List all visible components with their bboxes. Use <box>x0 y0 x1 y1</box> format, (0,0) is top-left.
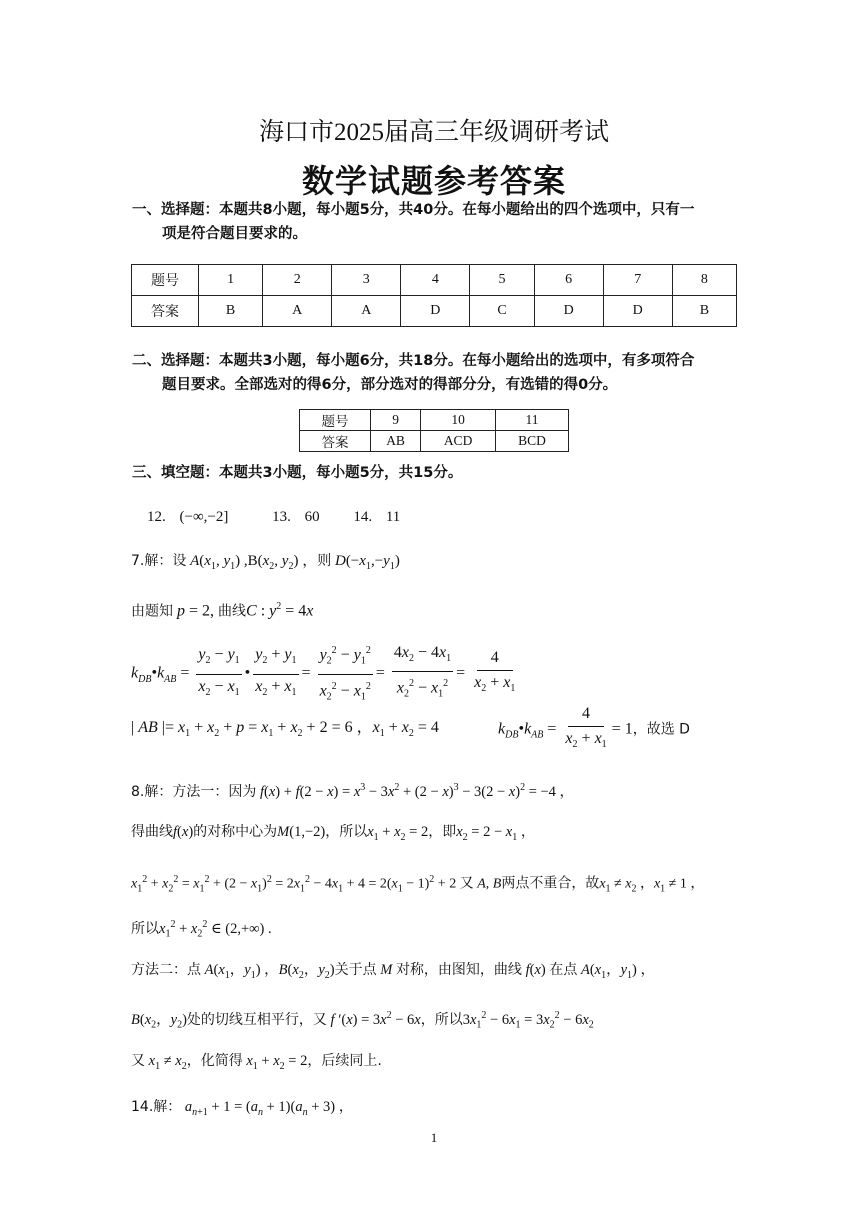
table-cell: A <box>263 296 332 327</box>
fill-answers <box>147 506 400 528</box>
section2-line2: 题目要求。全部选对的得6分，部分选对的得部分分，有选错的得0分。 <box>162 377 618 393</box>
table-row <box>132 296 737 327</box>
table-cell: 10 <box>421 410 496 431</box>
table-cell: BCD <box>496 431 569 452</box>
table-cell: 11 <box>496 410 569 431</box>
table-cell: 8 <box>672 265 736 296</box>
table-cell: A <box>332 296 401 327</box>
table-cell: D <box>401 296 470 327</box>
table-cell: 1 <box>199 265 263 296</box>
answer-number: 12. <box>147 509 166 525</box>
table-cell: 3 <box>332 265 401 296</box>
table-cell: C <box>470 296 534 327</box>
table-cell: 2 <box>263 265 332 296</box>
answer-value: 60 <box>304 509 320 525</box>
section3-heading: 三、填空题：本题共3小题，每小题5分，共15分。 <box>132 465 463 481</box>
q8-method2-line1: 方法二：点 $A(x_1$，$y_1$) ，$B(x_2$，$y_2$)关于点 M 对称，由图知，曲线 f(x) 在点 $A(x_1$，$y_1$) ， <box>131 962 656 981</box>
q7-slope-equation: $k_{DB}•k_{AB}$ = $\frac{y_2 - y_1}{x_2 - x_1}$ • $\frac{y_2 + y_1}{x_2 + x_1}$ = $\frac{y_2^2 - y_1^2}{x_2^2 - x_1^2}$ = $\frac{4x_2 - 4x_1}{x_2^2 - x_1^2}$ = $\frac{4}{x_2 + x_1}$ <box>131 641 520 707</box>
answer-value: 11 <box>385 509 401 525</box>
table-cell: 7 <box>603 265 672 296</box>
table-cell: ACD <box>421 431 496 452</box>
q8-line1: 8.解：方法一：因为 $f(x) + f(2 - x) = x^3 - 3x^2 + (2 - x)^3 - 3(2 - x)^2 = -4$ ， <box>131 782 575 800</box>
table-header-cell: 题号 <box>300 410 371 431</box>
table-cell: D <box>603 296 672 327</box>
table-cell: D <box>534 296 603 327</box>
table-row <box>132 265 737 296</box>
q7-line4: | AB |= $x_1 + x_2 + p = x_1 + x_2 + 2 = 6$ ，$x_1 + x_2 = 4$ <box>131 719 439 740</box>
answer-table-1 <box>131 264 737 327</box>
table-cell: 9 <box>371 410 421 431</box>
table-header-cell: 答案 <box>132 296 199 327</box>
q8-line2: 得曲线f(x)的对称中心为M(1,−2)，所以$x_1 + x_2 = 2$，即$x_2 = 2 - x_1$ ， <box>131 824 536 843</box>
section1-line1: 一、选择题：本题共8小题，每小题5分，共40分。在每小题给出的四个选项中，只有一 <box>132 202 695 218</box>
q7-conclusion: $k_{DB}•k_{AB}$ = $\frac{4}{x_2 + x_1}$ = 1，故选 D <box>498 705 690 751</box>
page-subtitle: 数学试题参考答案 <box>301 162 566 200</box>
table-row <box>300 410 569 431</box>
answer-value: (−∞,−2] <box>179 509 229 525</box>
section1-line2: 项是符合题目要求的。 <box>162 226 307 242</box>
table-cell: 6 <box>534 265 603 296</box>
section2-line1: 二、选择题：本题共3小题，每小题6分，共18分。在每小题给出的选项中，有多项符合 <box>132 353 695 369</box>
table-header-cell: 题号 <box>132 265 199 296</box>
table-cell: 5 <box>470 265 534 296</box>
page-title: 海口市2025届高三年级调研考试 <box>258 119 609 146</box>
section2-heading <box>132 349 752 397</box>
table-header-cell: 答案 <box>300 431 371 452</box>
table-cell: B <box>199 296 263 327</box>
q8-line3: $x_1^2 + x_2^2 = x_1^2 + (2 - x_1)^2 = 2x_1^2 - 4x_1 + 4 = 2(x_1 - 1)^2 + 2$ 又 A, B两点不重合，故$x_1 \ne x_2$ ，$x_1 \ne 1$ ， <box>131 874 705 895</box>
q7-line1: 7.解：设 $A(x_1$, $y_1$) $,B(x_2$, $y_2$) ，则 $D(-x_1,-y_1)$ <box>131 553 400 572</box>
q8-line4: 所以$x_1^2 + x_2^2$ ∈ (2,+∞) . <box>131 919 272 940</box>
answer-number: 13. <box>272 509 291 525</box>
table-cell: AB <box>371 431 421 452</box>
q7-line2: 由题知 p = 2, 曲线C : $y^2 = 4x$ <box>131 601 314 620</box>
q8-method2-line3: 又 $x_1 \ne x_2$，化简得 $x_1 + x_2 = 2$，后续同上. <box>131 1053 382 1072</box>
answer-number: 14. <box>353 509 373 525</box>
q8-method2-line2: $B(x_2$，$y_2$)处的切线互相平行，又 f $'(x) = 3x^2 - 6x$，所以$3x_1^2 - 6x_1 = 3x_2^2 - 6x_2$ <box>131 1010 594 1031</box>
table-row <box>300 431 569 452</box>
answer-table-2 <box>299 409 569 452</box>
section1-heading <box>132 198 752 246</box>
table-cell: 4 <box>401 265 470 296</box>
q14-line1: 14.解： $a_{n+1} + 1 = (a_n + 1)(a_n + 3)$ ， <box>131 1099 354 1118</box>
page-number: 1 <box>430 1130 438 1145</box>
table-cell: B <box>672 296 736 327</box>
